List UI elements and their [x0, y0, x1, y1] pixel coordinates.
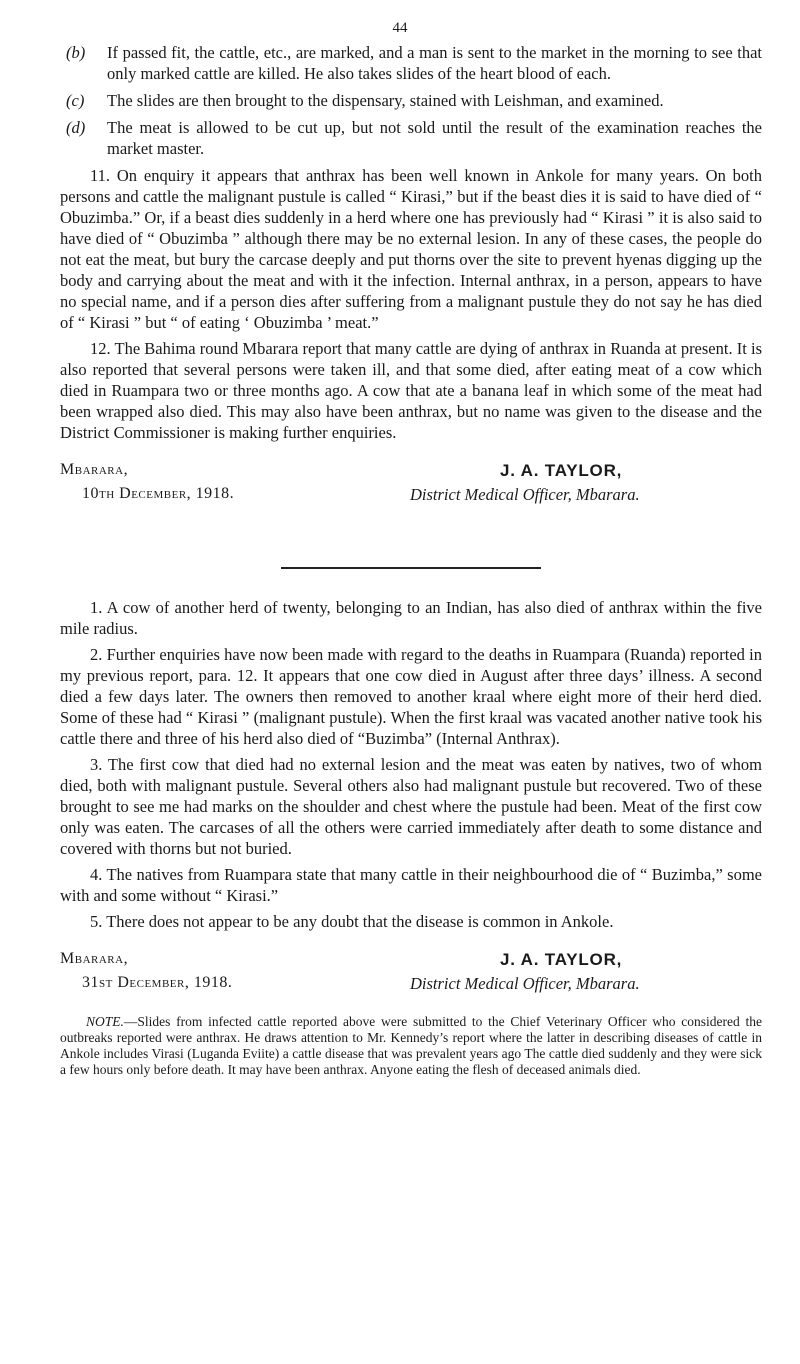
signature-place: Mbarara, [60, 950, 129, 967]
list-item [60, 90, 762, 111]
item-marker: (c) [66, 91, 85, 110]
page-number: 44 [392, 20, 408, 36]
paragraph: 2. Further enquiries have now been made with regard to the deaths in Ruampara (Ruanda) reported in my previous report, para. 12. It appears that one cow died in August after three days’ illness. A second died a few days later. The owners then removed to another kraal where eight more of their herd died. Some of these had “ Kirasi ” (malignant pustule). When the first kraal was vacated another native took his cattle there and three of his herd also died of “Buzimba” (Internal Anthrax). [60, 645, 762, 748]
signature-date: 10th December, 1918. [82, 485, 235, 502]
signature-date: 31st December, 1918. [82, 974, 233, 991]
item-text: If passed fit, the cattle, etc., are marked, and a man is sent to the market in the morning to see that only marked cattle are killed. He also takes slides of the heart blood of each. [107, 43, 762, 83]
paragraph: 3. The first cow that died had no external lesion and the meat was eaten by natives, two of whom died, both with malignant pustule. Several others also had malignant pustule but recovered. Two of these brought to see me had marks on the shoulder and chest where the pustule had been. Meat of the first cow only was eaten. The carcases of all the others were carried immediately after death to some distance and covered with thorns but not buried. [60, 755, 762, 858]
signature-name: J. A. TAYLOR, [500, 461, 623, 480]
note-label: NOTE. [86, 1014, 124, 1029]
paragraph: 11. On enquiry it appears that anthrax has been well known in Ankole for many years. On both persons and cattle the malignant pustule is called “ Kirasi,” but if the beast dies it is said to have died of “ Obuzimba.” Or, if a beast dies suddenly in a herd where one has previously had “ Kirasi ” it is also said to have died of “ Obuzimba ” although there may be no external lesion. In any of these cases, the people do not eat the meat, but bury the carcase deeply and put thorns over the site to prevent hyenas digging up the body and carrying about the meat and with it the infection. Internal anthrax, in a person, appears to have no special name, and if a person dies after suffering from a malignant pustule they do not say he has died of “ Kirasi ” but “ of eating ‘ Obuzimba ’ meat.” [60, 166, 762, 332]
list-item [60, 117, 762, 159]
paragraph: 1. A cow of another herd of twenty, belonging to an Indian, has also died of anthrax within the five mile radius. [60, 598, 762, 638]
signature-name: J. A. TAYLOR, [500, 950, 623, 969]
paragraph: 4. The natives from Ruampara state that many cattle in their neighbourhood die of “ Buzimba,” some with and some without “ Kirasi.” [60, 865, 762, 905]
item-text: The slides are then brought to the dispensary, stained with Leishman, and examined. [107, 91, 664, 110]
page-body [60, 42, 762, 1092]
signature-title: District Medical Officer, Mbarara. [410, 485, 640, 504]
item-marker: (b) [66, 43, 86, 62]
signature-block [60, 461, 762, 509]
list-item [60, 42, 762, 84]
signature-title: District Medical Officer, Mbarara. [410, 974, 640, 993]
signature-place: Mbarara, [60, 461, 129, 478]
footnote [60, 1014, 762, 1078]
section-divider [281, 567, 541, 569]
report-first [60, 42, 762, 509]
note-text: —Slides from infected cattle reported above were submitted to the Chief Veterinary Officer who considered the outbreaks reported were anthrax. He draws attention to Mr. Kennedy’s report where the latter in describing diseases of cattle in Ankole includes Virasi (Luganda Eviite) a cattle disease that was prevalent years ago The cattle died suddenly and they were sick a few hours only before death. It may have been anthrax. Anyone eating the flesh of deceased animals died. [60, 1014, 762, 1077]
item-text: The meat is allowed to be cut up, but not sold until the result of the examination reaches the market master. [107, 118, 762, 158]
paragraph: 12. The Bahima round Mbarara report that many cattle are dying of anthrax in Ruanda at present. It is also reported that several persons were taken ill, and that some died, after eating meat of a cow which died in Ruampara two or three months ago. A cow that ate a banana leaf in which some of the meat had been wrapped also died. This may also have been anthrax, but no name was given to the disease and the District Commissioner is making further enquiries. [60, 339, 762, 442]
item-marker: (d) [66, 118, 86, 137]
signature-block [60, 950, 762, 998]
paragraph: 5. There does not appear to be any doubt that the disease is common in Ankole. [90, 912, 614, 931]
report-second [60, 597, 762, 1078]
